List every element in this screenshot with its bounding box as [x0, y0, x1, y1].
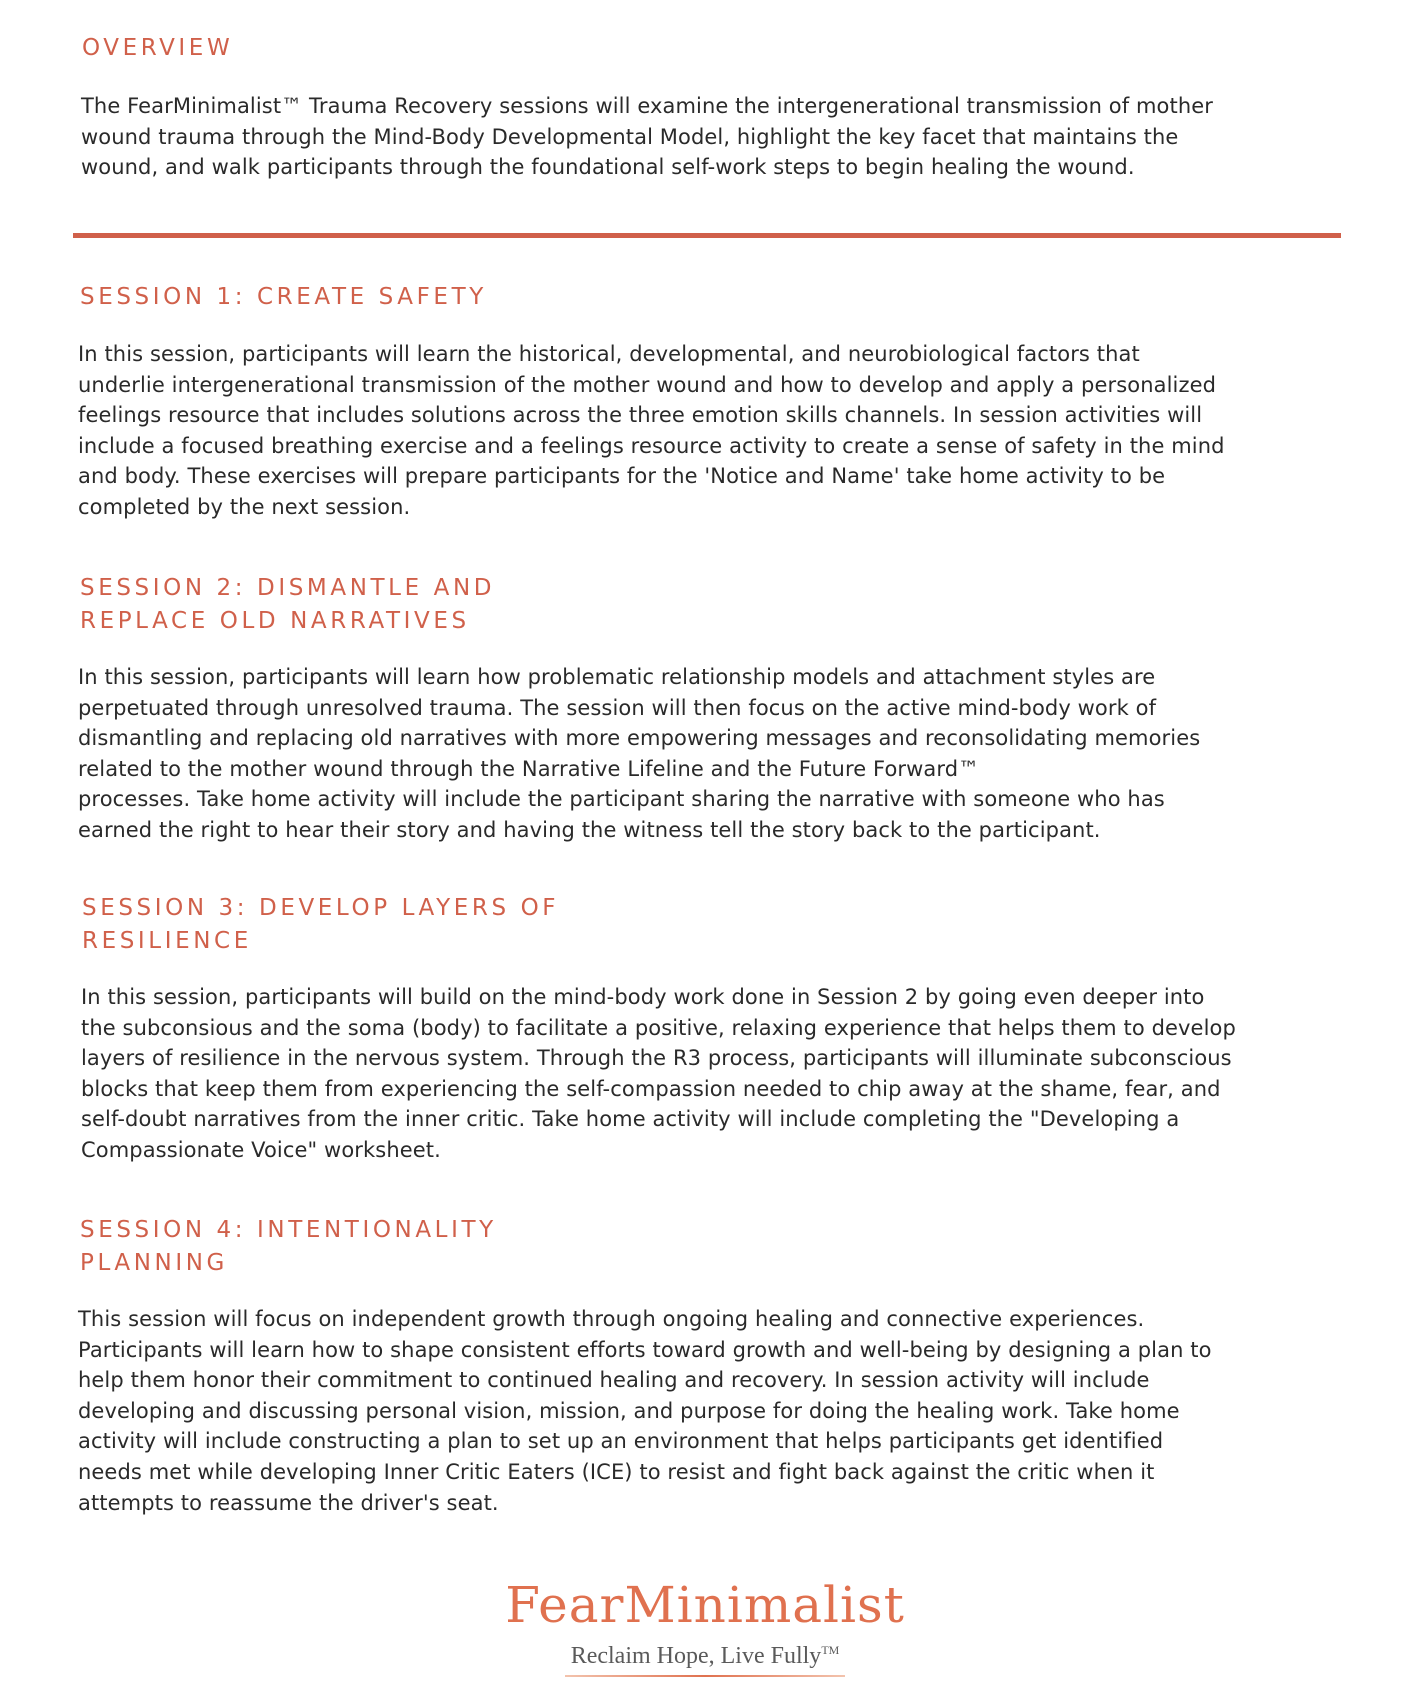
logo-tagline-text: Reclaim Hope, Live Fully [570, 1643, 822, 1669]
session-1-text: In this session, participants will learn the historical, developmental, and neurobiological factors that underlie intergenerational transmission of the mother wound and how to develop and apply a personalized feelings resource that includes solutions across the three emotion skills channels. In session activities will include a focused breathing exercise and a feelings resource activity to create a sense of safety in the mind and body. These exercises will prepare participants for the 'Notice and Name' take home activity to be completed by the next session. [78, 342, 1225, 519]
session-2-heading: SESSION 2: DISMANTLE AND REPLACE OLD NARRATIVES [80, 575, 496, 634]
section-divider [73, 233, 1341, 238]
logo-tagline-mark: TM [821, 1643, 840, 1657]
overview-heading: OVERVIEW [82, 35, 234, 61]
fearminimalist-logo [455, 1575, 955, 1685]
session-4-heading: SESSION 4: INTENTIONALITY PLANNING [80, 1217, 497, 1276]
session-3-text: In this session, participants will build on the mind-body work done in Session 2 by going even deeper into the subconsious and the soma (body) to facilitate a positive, relaxing experience that helps them to develop layers of resilience in the nervous system. Through the R3 process, participants will illuminate subconscious blocks that keep them from experiencing the self-compassion needed to chip away at the shame, fear, and self-doubt narratives from the inner critic. Take home activity will include completing the "Developing a Compassionate Voice" worksheet. [81, 985, 1236, 1162]
logo-tagline [455, 1635, 955, 1671]
session-3-heading: SESSION 3: DEVELOP LAYERS OF RESILIENCE [82, 895, 560, 954]
session-2-text: In this session, participants will learn how problematic relationship models and attachment styles are perpetuated through unresolved trauma. The session will then focus on the active mind-body work of dismantling and replacing old narratives with more empowering messages and reconsolidating memories related to the mother wound through the Narrative Lifeline and the Future Forward™ processes. Take home activity will include the participant sharing the narrative with someone who has earned the right to hear their story and having the witness tell the story back to the participant. [78, 665, 1201, 842]
session-4-text: This session will focus on independent growth through ongoing healing and connective experiences. Participants will learn how to shape consistent efforts toward growth and well-being by designing a plan to help them honor their commitment to continued healing and recovery. In session activity will include developing and discussing personal vision, mission, and purpose for doing the healing work. Take home activity will include constructing a plan to set up an environment that helps participants get identified needs met while developing Inner Critic Eaters (ICE) to resist and fight back against the critic when it attempts to reassume the driver's seat. [78, 1307, 1212, 1515]
session-1-heading: SESSION 1: CREATE SAFETY [80, 284, 487, 310]
overview-text: The FearMinimalist™ Trauma Recovery sessions will examine the intergenerational transmission of mother wound trauma through the Mind-Body Developmental Model, highlight the key facet that maintains the wound, and walk participants through the foundational self-work steps to begin healing the wound. [81, 94, 1214, 180]
logo-underline [565, 1675, 845, 1677]
logo-name: FearMinimalist [505, 1576, 905, 1634]
